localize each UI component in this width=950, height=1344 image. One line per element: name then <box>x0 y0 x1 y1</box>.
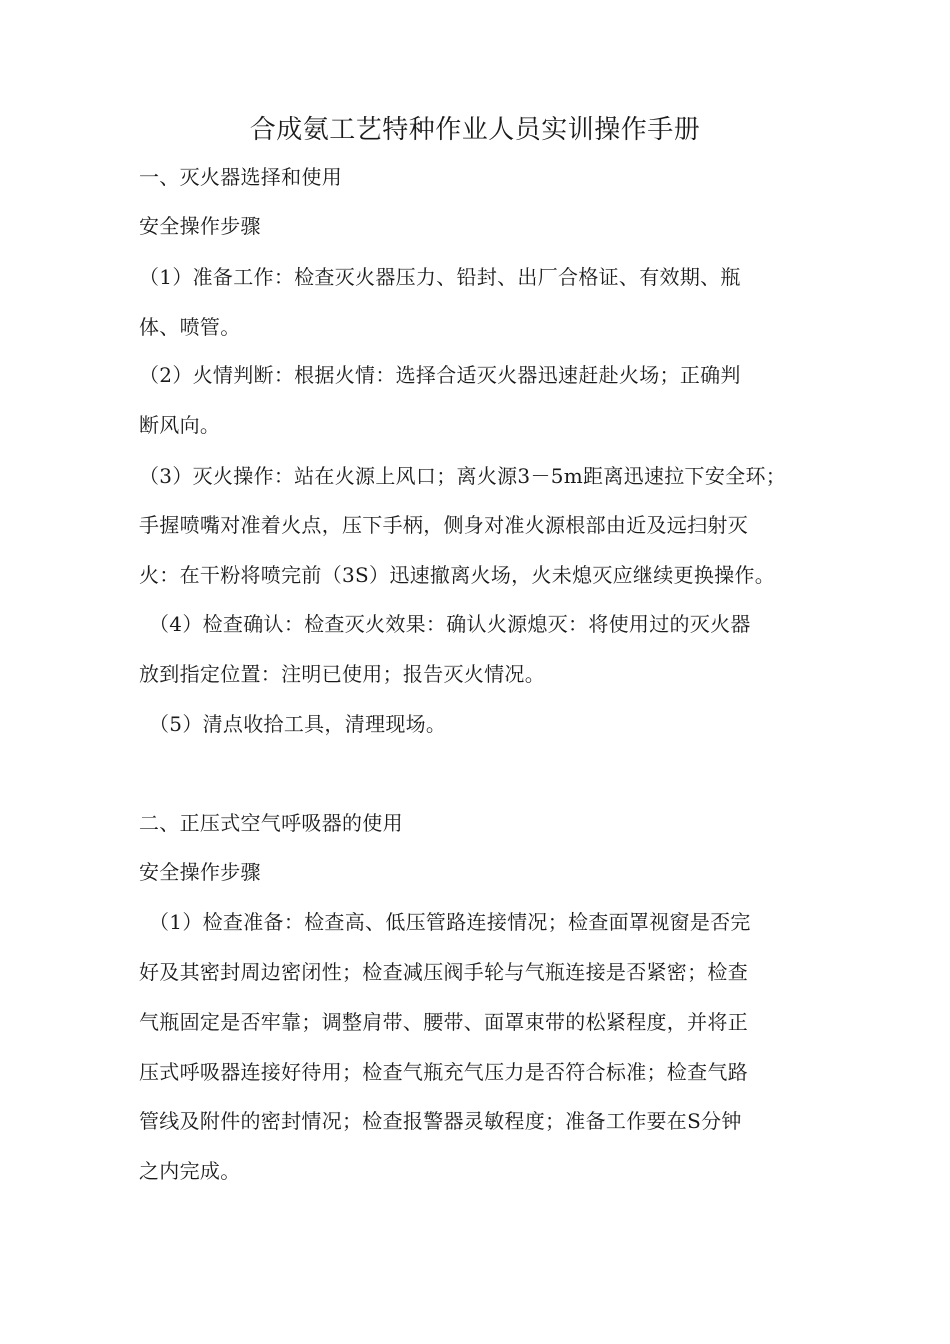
section1-line: （3）灭火操作：站在火源上风口；离火源3－5m距离迅速拉下安全环； <box>139 464 787 488</box>
section1-line: 火：在干粉将喷完前（3S）迅速撤离火场，火未熄灭应继续更换操作。 <box>139 563 776 587</box>
section1-line: 手握喷嘴对准着火点，压下手柄，侧身对准火源根部由近及远扫射灭 <box>139 513 748 537</box>
document-title: 合成氨工艺特种作业人员实训操作手册 <box>249 115 701 145</box>
section2-line: 压式呼吸器连接好待用；检查气瓶充气压力是否符合标准；检查气路 <box>139 1060 748 1084</box>
section2-heading: 二、正压式空气呼吸器的使用 <box>139 811 403 835</box>
section1-line: （2）火情判断：根据火情：选择合适灭火器迅速赶赴火场；正确判 <box>139 363 741 387</box>
section1-line: 断风向。 <box>139 413 221 437</box>
section2-line: （1）检查准备：检查高、低压管路连接情况；检查面罩视窗是否完 <box>149 910 751 934</box>
section1-subheading: 安全操作步骤 <box>139 214 261 238</box>
section1-line: （4）检查确认：检查灭火效果：确认火源熄灭：将使用过的灭火器 <box>149 612 751 636</box>
section2-line: 之内完成。 <box>139 1159 241 1183</box>
section2-line: 好及其密封周边密闭性；检查减压阀手轮与气瓶连接是否紧密；检查 <box>139 960 748 984</box>
section1-line: （5）清点收拾工具，清理现场。 <box>149 712 447 736</box>
section1-line: （1）准备工作：检查灭火器压力、铅封、出厂合格证、有效期、瓶 <box>139 265 741 289</box>
section2-line: 气瓶固定是否牢靠；调整肩带、腰带、面罩束带的松紧程度，并将正 <box>139 1010 748 1034</box>
section1-line: 放到指定位置：注明已使用；报告灭火情况。 <box>139 662 545 686</box>
section2-subheading: 安全操作步骤 <box>139 860 261 884</box>
section1-heading: 一、灭火器选择和使用 <box>139 165 342 189</box>
section1-line: 体、喷管。 <box>139 315 241 339</box>
section2-line: 管线及附件的密封情况；检查报警器灵敏程度；准备工作要在S分钟 <box>139 1109 742 1133</box>
